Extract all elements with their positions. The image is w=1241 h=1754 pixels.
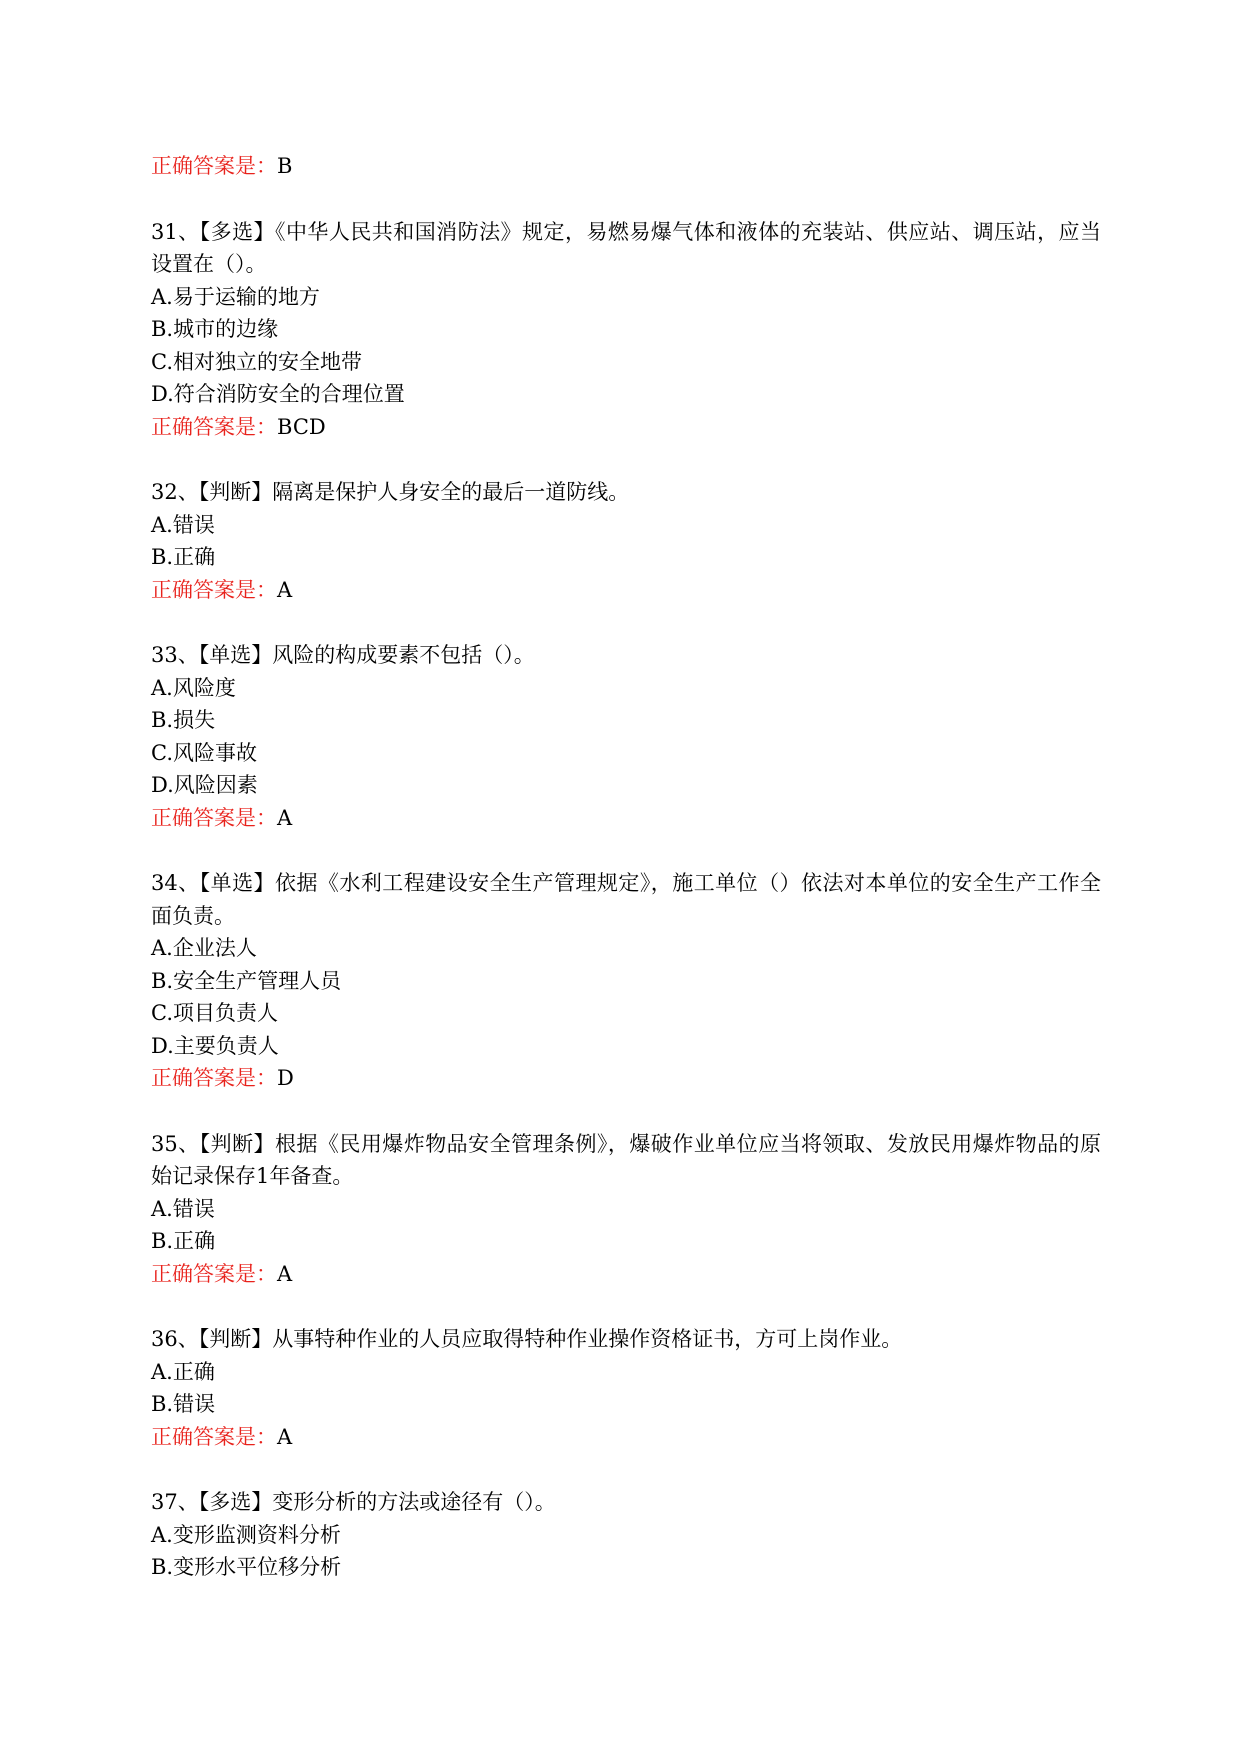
option-a: A.易于运输的地方 <box>151 284 320 309</box>
option-d: D.风险因素 <box>151 773 258 797</box>
option-d: D.主要负责人 <box>151 1033 279 1058</box>
option-b: B.城市的边缘 <box>151 317 279 341</box>
question-stem: 32、【判断】隔离是保护人身安全的最后一道防线。 <box>151 480 630 504</box>
option-b: B.正确 <box>151 545 216 569</box>
option-c: C.相对独立的安全地带 <box>151 349 362 374</box>
answer-label: 正确答案是： <box>151 1066 277 1090</box>
question-stem: 37、【多选】变形分析的方法或途径有（）。 <box>151 1490 556 1514</box>
answer-value: A <box>277 805 293 830</box>
answer-value: BCD <box>277 414 326 439</box>
question-stem: 34、【单选】依据《水利工程建设安全生产管理规定》，施工单位（）依法对本单位的安全生产工作全面负责。 <box>151 871 1101 928</box>
option-a: A.错误 <box>151 512 215 537</box>
question-stem: 31、【多选】《中华人民共和国消防法》规定，易燃易爆气体和液体的充装站、供应站、调压站，应当设置在（）。 <box>151 219 1101 276</box>
option-a: A.风险度 <box>151 675 236 700</box>
answer-line <box>151 1421 1101 1454</box>
answer-value: D <box>277 1066 294 1090</box>
question-33 <box>151 639 1101 834</box>
answer-label: 正确答案是： <box>151 577 277 602</box>
option-a: A.正确 <box>151 1359 215 1384</box>
question-stem: 33、【单选】风险的构成要素不包括（）。 <box>151 643 535 667</box>
question-31 <box>151 216 1101 444</box>
answer-label: 正确答案是： <box>151 1261 277 1286</box>
question-34 <box>151 867 1101 1095</box>
question-stem: 35、【判断】根据《民用爆炸物品安全管理条例》，爆破作业单位应当将领取、发放民用爆炸物品的原始记录保存1年备查。 <box>151 1131 1101 1188</box>
answer-value: A <box>277 1424 293 1449</box>
option-a: A.变形监测资料分析 <box>151 1522 341 1547</box>
question-36 <box>151 1323 1101 1453</box>
option-b: B.损失 <box>151 708 216 732</box>
option-b: B.变形水平位移分析 <box>151 1555 342 1579</box>
option-b: B.安全生产管理人员 <box>151 968 342 993</box>
option-d: D.符合消防安全的合理位置 <box>151 382 405 406</box>
option-a: A.企业法人 <box>151 936 257 960</box>
answer-line <box>151 574 1101 607</box>
answer-label: 正确答案是： <box>151 154 277 178</box>
answer-label: 正确答案是： <box>151 805 277 830</box>
answer-line <box>151 1062 1101 1095</box>
option-b: B.正确 <box>151 1229 216 1253</box>
answer-value: A <box>277 1261 293 1286</box>
option-c: C.风险事故 <box>151 740 257 765</box>
question-list <box>151 150 1101 1584</box>
question-32 <box>151 476 1101 606</box>
option-c: C.项目负责人 <box>151 1001 278 1025</box>
answer-line <box>151 411 1101 444</box>
answer-value: B <box>277 154 293 178</box>
option-b: B.错误 <box>151 1392 216 1416</box>
question-35 <box>151 1128 1101 1291</box>
answer-value: A <box>277 577 293 602</box>
answer-line <box>151 1258 1101 1291</box>
answer-line <box>151 150 1101 183</box>
answer-label: 正确答案是： <box>151 414 277 439</box>
question-stem: 36、【判断】从事特种作业的人员应取得特种作业操作资格证书，方可上岗作业。 <box>151 1327 903 1351</box>
answer-label: 正确答案是： <box>151 1424 277 1449</box>
option-a: A.错误 <box>151 1196 215 1221</box>
question-37 <box>151 1486 1101 1584</box>
answer-line <box>151 802 1101 835</box>
